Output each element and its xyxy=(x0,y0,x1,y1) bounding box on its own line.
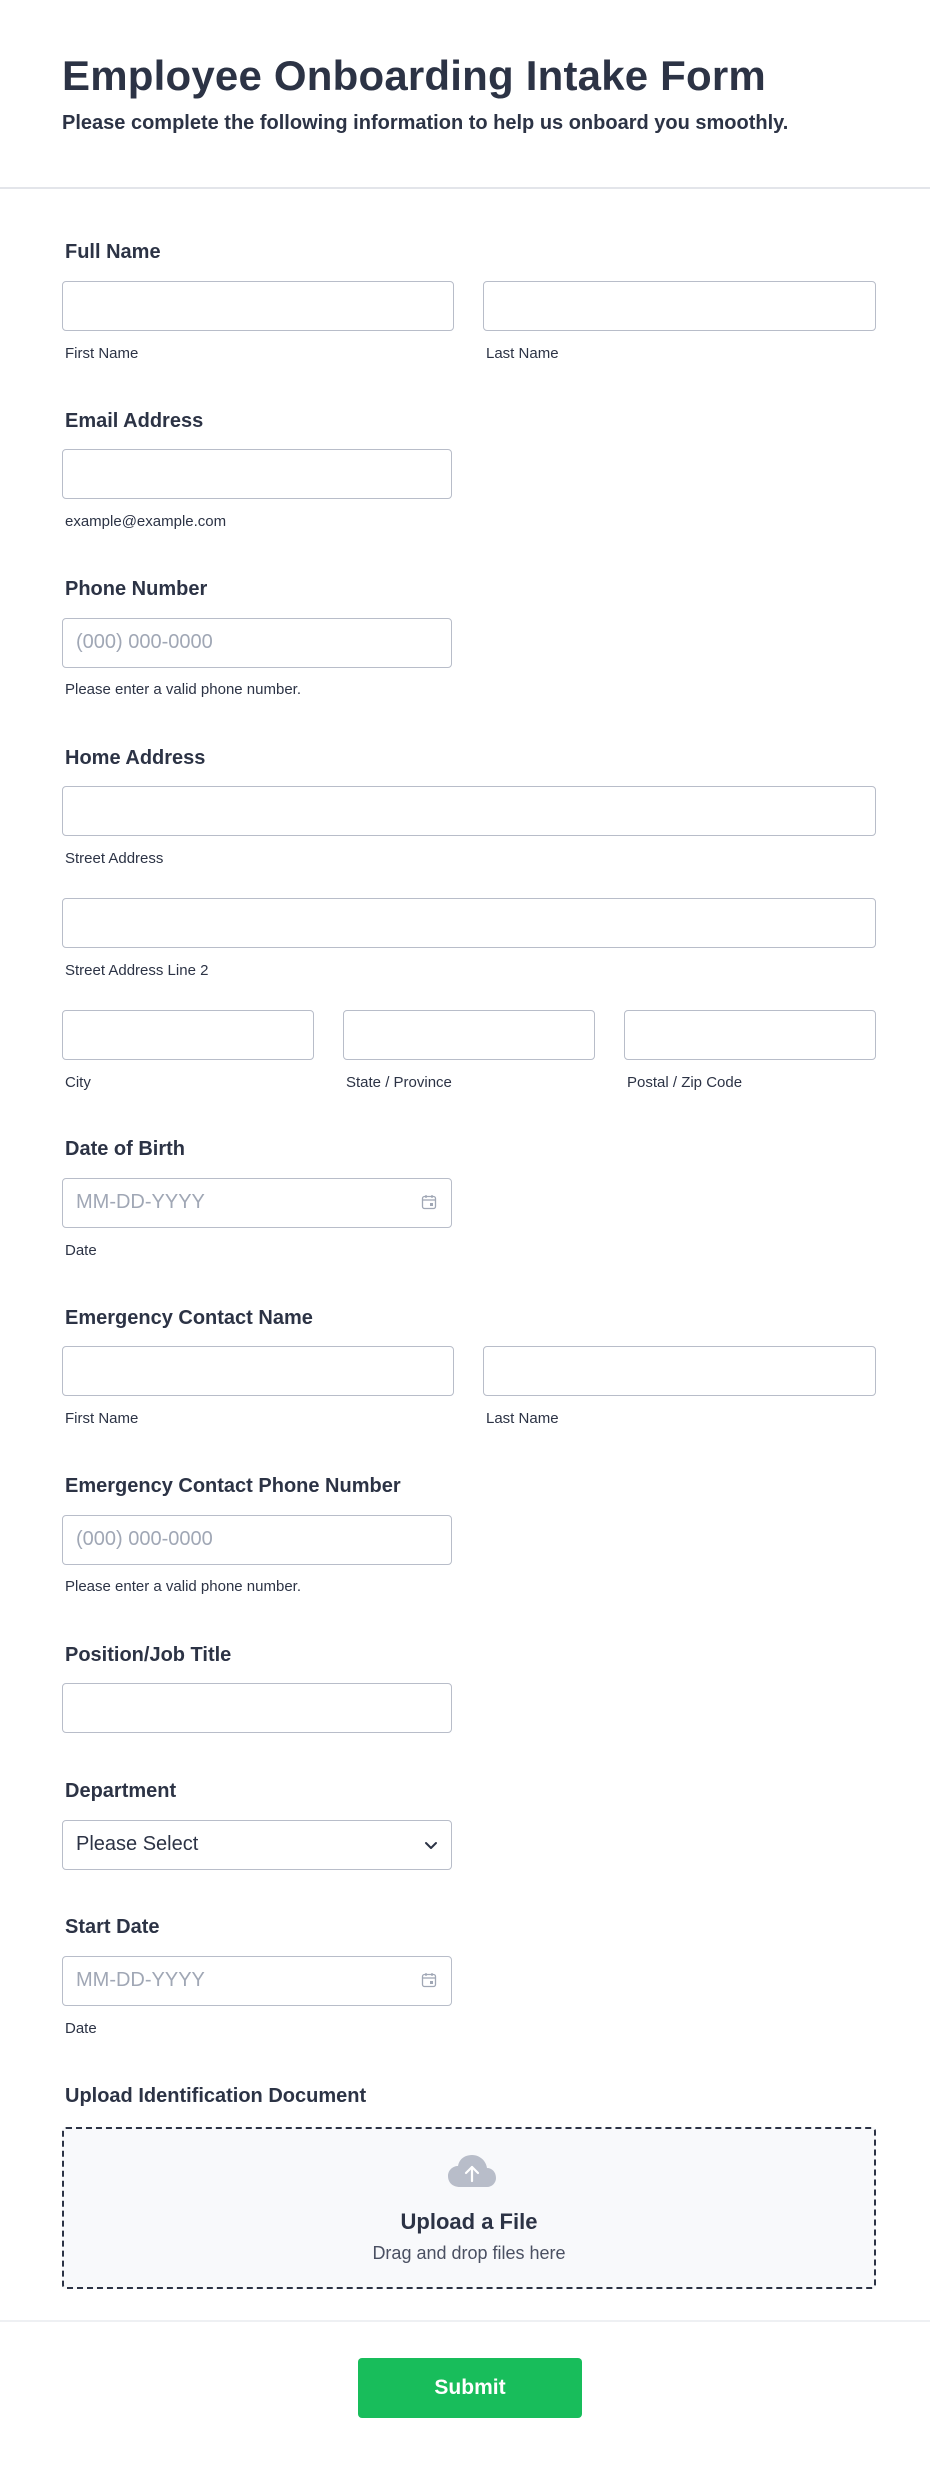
start-date-label: Start Date xyxy=(65,1916,160,1938)
street-address-input[interactable] xyxy=(62,786,876,836)
phone-label: Phone Number xyxy=(65,578,208,600)
emergency-name-label: Emergency Contact Name xyxy=(65,1307,313,1329)
start-date-sublabel: Date xyxy=(65,2020,97,2037)
footer-divider xyxy=(0,2320,930,2322)
city-sublabel: City xyxy=(65,1074,91,1091)
department-label: Department xyxy=(65,1780,177,1802)
department-select[interactable] xyxy=(62,1820,452,1870)
emergency-phone-sublabel: Please enter a valid phone number. xyxy=(65,1578,301,1595)
first-name-input[interactable] xyxy=(62,281,454,331)
city-input[interactable] xyxy=(62,1010,314,1060)
email-input[interactable] xyxy=(62,449,452,499)
last-name-input[interactable] xyxy=(483,281,876,331)
street-address-line2-sublabel: Street Address Line 2 xyxy=(65,962,209,979)
state-sublabel: State / Province xyxy=(346,1074,452,1091)
email-label: Email Address xyxy=(65,410,204,432)
upload-title: Upload a File xyxy=(400,2209,538,2234)
emergency-first-name-input[interactable] xyxy=(62,1346,454,1396)
phone-input[interactable] xyxy=(62,618,452,668)
start-date-input[interactable] xyxy=(62,1956,452,2006)
first-name-sublabel: First Name xyxy=(65,345,139,362)
full-name-label: Full Name xyxy=(65,241,161,263)
zip-sublabel: Postal / Zip Code xyxy=(627,1074,743,1091)
dob-input[interactable] xyxy=(62,1178,452,1228)
street-address-sublabel: Street Address xyxy=(65,850,164,867)
emergency-phone-input[interactable] xyxy=(62,1515,452,1565)
emergency-phone-placeholder: (000) 000-0000 xyxy=(76,1528,213,1550)
dob-label: Date of Birth xyxy=(65,1138,185,1160)
zip-input[interactable] xyxy=(624,1010,876,1060)
position-label: Position/Job Title xyxy=(65,1644,232,1666)
emergency-phone-label: Emergency Contact Phone Number xyxy=(65,1475,401,1497)
phone-placeholder: (000) 000-0000 xyxy=(76,631,213,653)
street-address-line2-input[interactable] xyxy=(62,898,876,948)
form-title: Employee Onboarding Intake Form xyxy=(62,52,766,99)
emergency-last-name-input[interactable] xyxy=(483,1346,876,1396)
last-name-sublabel: Last Name xyxy=(486,345,559,362)
form-subtitle: Please complete the following information to help us onboard you smoothly. xyxy=(62,112,789,134)
dob-sublabel: Date xyxy=(65,1242,97,1259)
calendar-icon[interactable] xyxy=(421,1972,437,1988)
address-label: Home Address xyxy=(65,747,206,769)
upload-hint: Drag and drop files here xyxy=(372,2243,566,2263)
phone-sublabel: Please enter a valid phone number. xyxy=(65,681,301,698)
department-selected: Please Select xyxy=(76,1833,199,1855)
start-date-placeholder: MM-DD-YYYY xyxy=(76,1969,205,1991)
dob-placeholder: MM-DD-YYYY xyxy=(76,1191,205,1213)
submit-button[interactable]: Submit xyxy=(358,2358,582,2418)
file-upload-dropzone[interactable] xyxy=(62,2127,876,2289)
cloud-upload-icon xyxy=(446,2153,498,2191)
chevron-down-icon xyxy=(423,1837,439,1853)
emergency-first-name-sublabel: First Name xyxy=(65,1410,139,1427)
upload-label: Upload Identification Document xyxy=(65,2085,367,2107)
state-input[interactable] xyxy=(343,1010,595,1060)
calendar-icon[interactable] xyxy=(421,1194,437,1210)
position-input[interactable] xyxy=(62,1683,452,1733)
emergency-last-name-sublabel: Last Name xyxy=(486,1410,559,1427)
email-sublabel: example@example.com xyxy=(65,513,227,530)
form-header xyxy=(0,0,930,189)
